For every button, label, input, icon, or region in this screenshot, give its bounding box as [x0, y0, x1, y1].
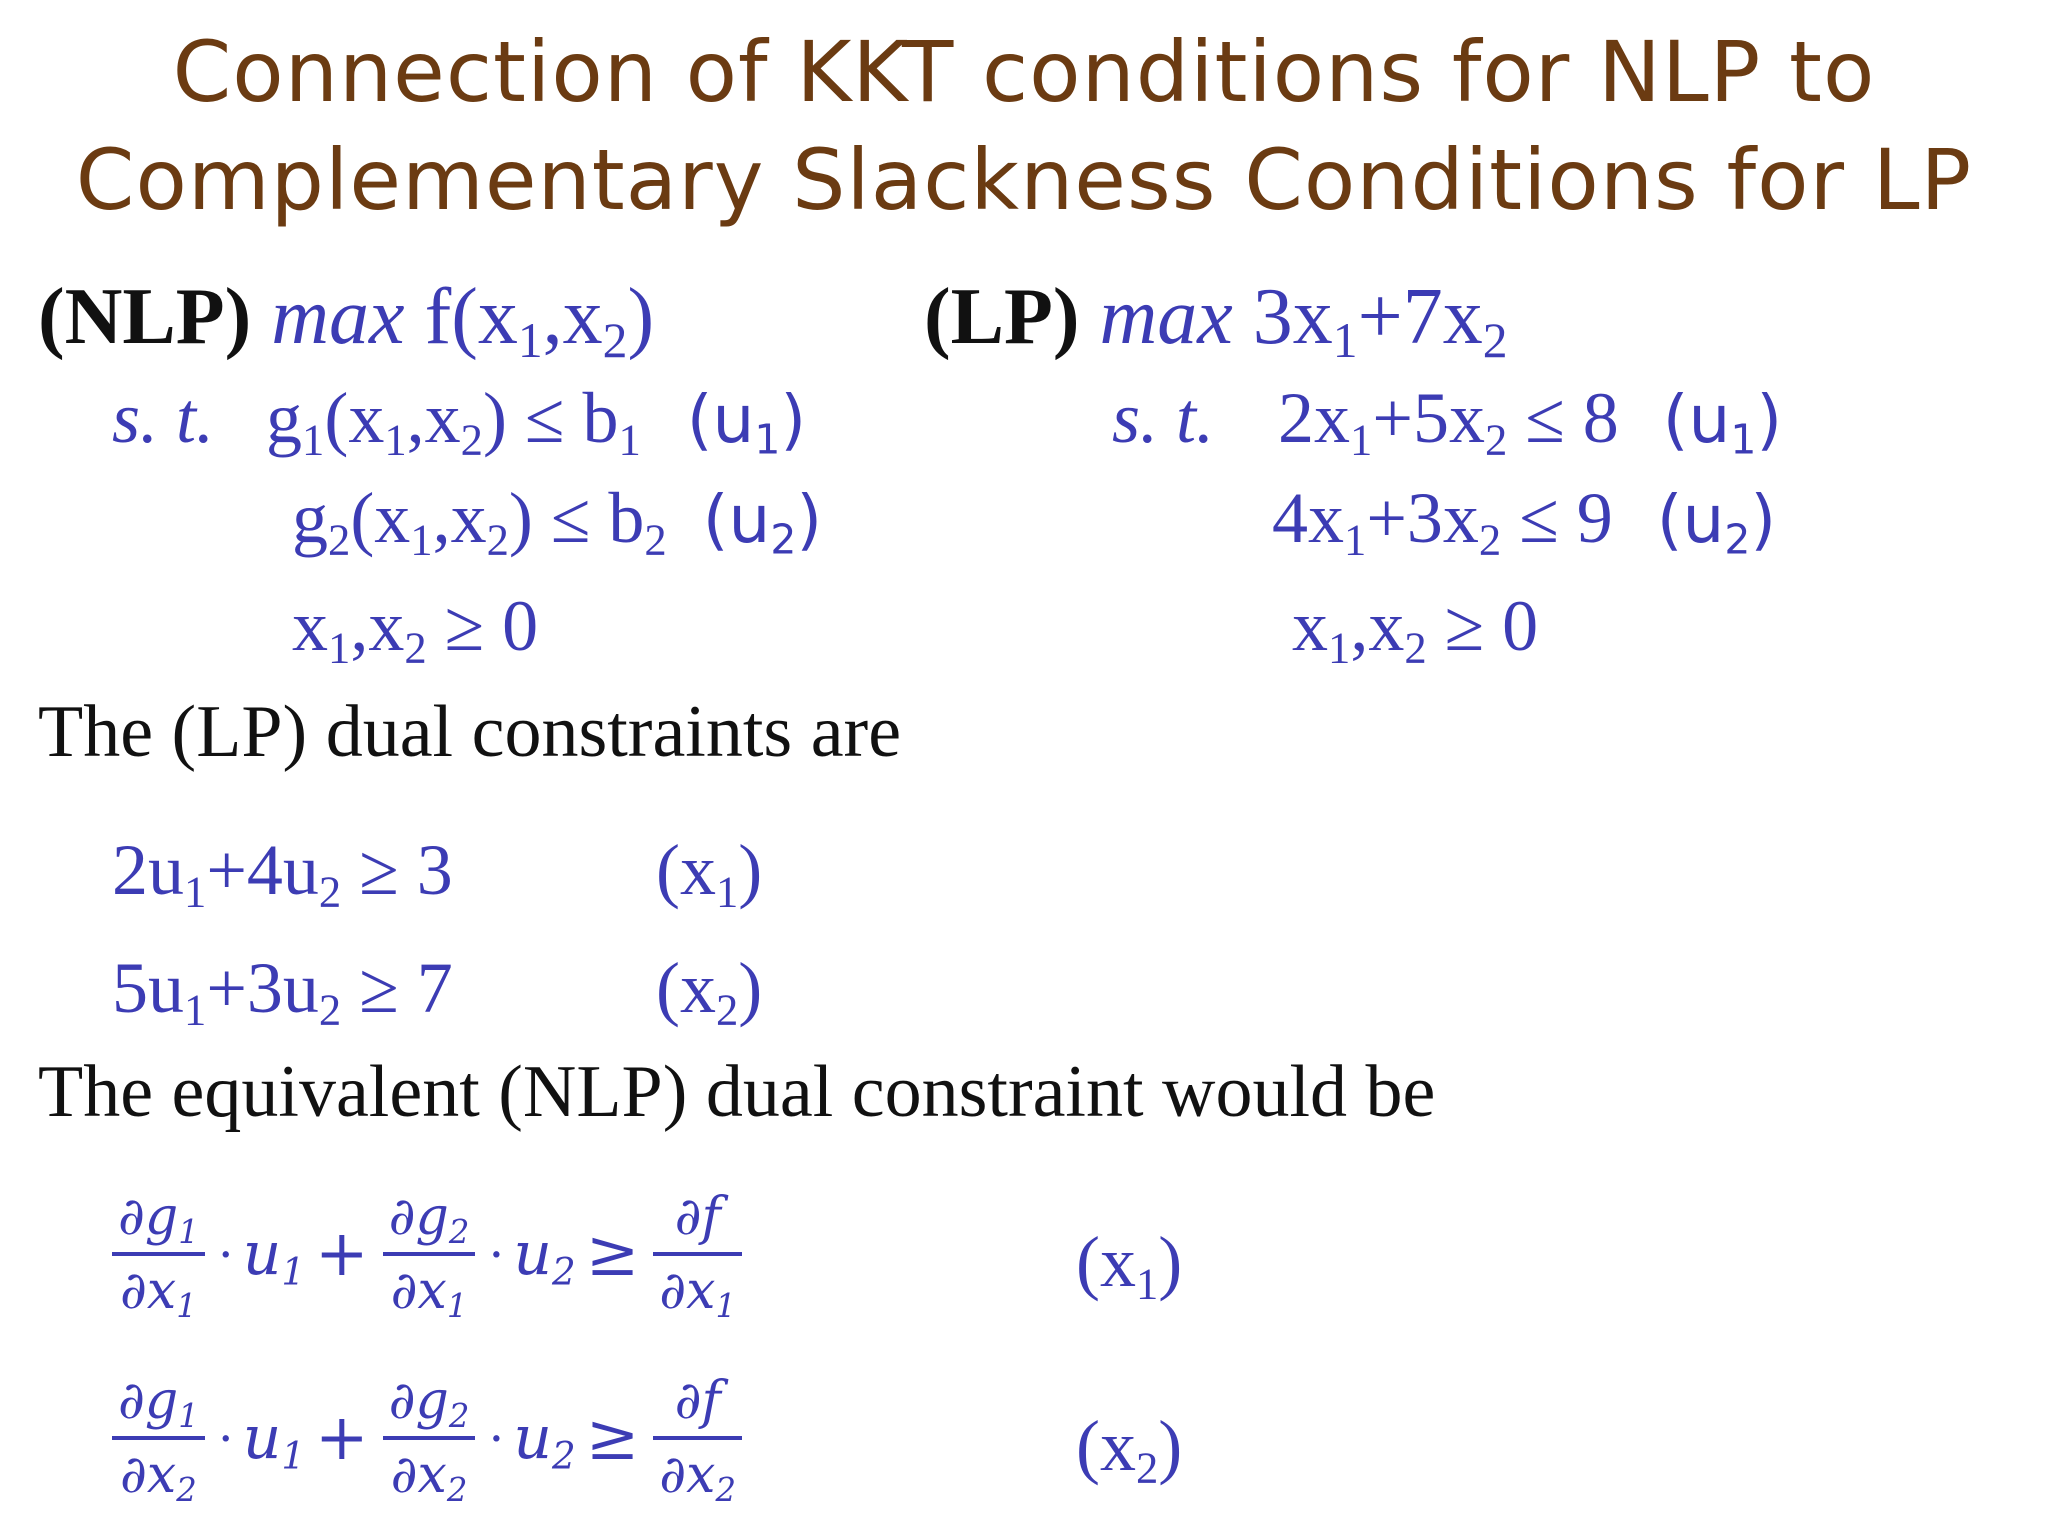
- frac-dg1-dx1: $\frac{\partial g_1}{\partial x_1}$: [112, 1182, 205, 1326]
- nlp-dual-intro: The equivalent (NLP) dual constraint would be: [38, 1051, 1436, 1133]
- lp-constraint-2-dual: $(u_2)$: [1656, 481, 1777, 564]
- nlp-constraint-2-dual: $(u_2)$: [702, 481, 823, 564]
- frac-df-dx1: $\frac{\partial f}{\partial x_1}$: [653, 1182, 742, 1326]
- lp-constraint-2: $4x_1+3x_2 \le 9$: [1272, 478, 1613, 565]
- lp-label: (LP): [924, 273, 1080, 361]
- nlp-constraint-1-dual: $(u_1)$: [686, 381, 807, 464]
- lp-dual-constraint-1-var: $(x_1)$: [656, 830, 763, 917]
- frac-dg2-dx2: $\frac{\partial g_2}{\partial x_2}$: [383, 1366, 476, 1510]
- lp-objective: $3x_1+7x_2$: [1252, 273, 1508, 368]
- frac-dg2-dx1: $\frac{\partial g_2}{\partial x_1}$: [383, 1182, 476, 1326]
- lp-objective-row: [924, 272, 1508, 368]
- lp-dual-constraint-2-var: $(x_2)$: [656, 948, 763, 1035]
- nlp-dual-constraint-2-var: $(x_2)$: [1076, 1406, 1183, 1493]
- lp-constraint-1-dual: $(u_1)$: [1662, 381, 1783, 464]
- nlp-nonneg: $x_1,x_2 \ge 0$: [292, 586, 539, 673]
- nlp-st: s. t.: [112, 378, 215, 458]
- lp-dual-constraint-1: $2u_1+4u_2 \ge 3$: [112, 830, 453, 917]
- frac-dg1-dx2: $\frac{\partial g_1}{\partial x_2}$: [112, 1366, 205, 1510]
- lp-constraint-1-row: [1112, 378, 1783, 465]
- nlp-constraint-1-row: [112, 378, 807, 465]
- slide-title-line-1: Connection of KKT conditions for NLP to: [172, 23, 1876, 121]
- lp-st: s. t.: [1112, 378, 1215, 458]
- nlp-max-word: max: [271, 273, 405, 361]
- nlp-constraint-1: $g_1(x_1,x_2) \le b_1$: [266, 378, 641, 465]
- nlp-label: (NLP): [38, 273, 252, 361]
- lp-dual-intro: The (LP) dual constraints are: [38, 691, 902, 773]
- frac-df-dx2: $\frac{\partial f}{\partial x_2}$: [653, 1366, 742, 1510]
- nlp-constraint-2: $g_2(x_1,x_2) \le b_2$: [292, 478, 667, 565]
- nlp-objective-row: [38, 272, 655, 368]
- nlp-dual-constraint-1: $\frac{\partial g_1}{\partial x_1}$ · $u_1$ + $\frac{\partial g_2}{\partial x_1}$ · $u_2$ ≥ $\frac{\partial f}{\partial x_1}$: [108, 1182, 746, 1326]
- nlp-dual-constraint-2: $\frac{\partial g_1}{\partial x_2}$ · $u_1$ + $\frac{\partial g_2}{\partial x_2}$ · $u_2$ ≥ $\frac{\partial f}{\partial x_2}$: [108, 1366, 746, 1510]
- lp-nonneg: $x_1,x_2 \ge 0$: [1292, 586, 1539, 673]
- lp-constraint-2-row: [1272, 478, 1777, 565]
- lp-max-word: max: [1099, 273, 1233, 361]
- lp-constraint-1: $2x_1+5x_2 \le 8$: [1278, 378, 1619, 465]
- nlp-constraint-2-row: [292, 478, 823, 565]
- lp-dual-constraint-2: $5u_1+3u_2 \ge 7$: [112, 948, 453, 1035]
- slide-title-line-2: Complementary Slackness Conditions for LP: [75, 131, 1973, 229]
- nlp-dual-constraint-1-var: $(x_1)$: [1076, 1222, 1183, 1309]
- nlp-objective: $f(x_1,x_2)$: [424, 273, 655, 368]
